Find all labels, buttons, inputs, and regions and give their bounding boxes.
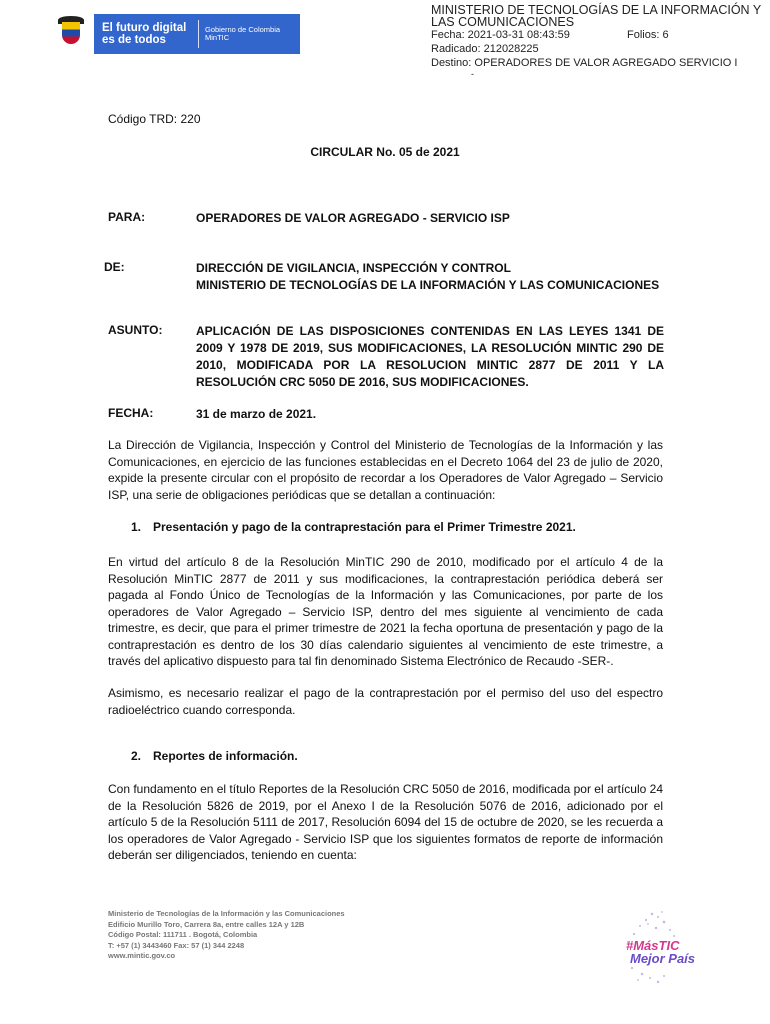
de-value-line2: MINISTERIO DE TECNOLOGÍAS DE LA INFORMACIÓN Y LAS COMUNICACIONES — [196, 278, 660, 292]
de-label: DE: — [104, 260, 125, 274]
mejor-pais-text: Mejor País — [630, 951, 696, 966]
section-1-heading — [131, 520, 576, 534]
intro-paragraph: La Dirección de Vigilancia, Inspección y Control del Ministerio de Tecnologías de la Información y las Comunicaciones, en ejercicio de las funciones establecidas en el Decreto 1064 del 23 de julio de 2020, expide la presente circular con el propósito de recordar a los Operadores de Valor Agregado – Servicio ISP, una serie de obligaciones periódicas que se detallan a continuación: — [108, 438, 663, 502]
circular-title: CIRCULAR No. 05 de 2021 — [310, 145, 460, 159]
footer-building: Edificio Murillo Toro, Carrera 8a, entre calles 12A y 12B — [108, 919, 305, 929]
fecha-label: FECHA: — [108, 406, 154, 420]
fecha-value: 31 de marzo de 2021. — [196, 407, 317, 421]
para-label: PARA: — [108, 210, 146, 224]
brand-government: Gobierno de Colombia MinTIC — [205, 24, 281, 42]
section-1-paragraph-1: En virtud del artículo 8 de la Resolución MinTIC 290 de 2010, modificado por el artículo 4 de la Resolución MinTIC 2877 de 2011 y sus modificaciones, la contraprestación periódica deberá ser pagada al Fondo Único de Tecnologías de la Información y las Comunicaciones, por parte de los operadores de Valor Agregado – Servicio ISP, dentro del mes siguiente al vencimiento de cada trimestre, es decir, que para el primer trimestre de 2021 la fecha oportuna de presentación y pago de la contraprestación es dentro de los 30 días calendario siguientes al vencimiento de este trimestre, a través del aplicativo dispuesto para tal fin denominado Sistema Electrónico de Recaudo -SER-. — [108, 555, 663, 668]
mastic-hashtag: #MásTIC — [626, 938, 680, 953]
stamp-destino: Destino: OPERADORES DE VALOR AGREGADO SERVICIO I — [431, 57, 738, 69]
section-1-paragraph-2: Asimismo, es necesario realizar el pago de la contraprestación por el permiso del uso del espectro radioeléctrico cuando corresponda. — [108, 686, 663, 717]
stamp-radicado: Radicado: 212028225 — [431, 43, 539, 55]
brand-divider — [198, 20, 199, 48]
asunto-label: ASUNTO: — [108, 323, 163, 337]
footer-ministry: Ministerio de Tecnologías de la Información y las Comunicaciones — [108, 909, 345, 918]
de-value — [196, 260, 664, 294]
colombia-crest-icon — [54, 14, 88, 54]
footer-phone: T: +57 (1) 3443460 Fax: 57 (1) 344 2248 — [108, 940, 245, 950]
footer-website: www.mintic.gov.co — [108, 951, 176, 960]
de-value-line1: DIRECCIÓN DE VIGILANCIA, INSPECCIÓN Y CONTROL — [196, 261, 511, 275]
footer-postal: Código Postal: 111711 . Bogotá, Colombia — [108, 930, 258, 939]
trd-code: Código TRD: 220 — [108, 112, 201, 126]
asunto-value: APLICACIÓN DE LAS DISPOSICIONES CONTENIDAS EN LAS LEYES 1341 DE 2009 Y 1978 DE 2019, SUS MODIFICACIONES, LA RESOLUCIÓN MINTIC 290 DE 2010, MODIFICADA POR LA RESOLUCION MINTIC 2877 DE 2011 Y LA RESOLUCIÓN CRC 5050 DE 2016, SUS MODIFICACIONES. — [196, 324, 664, 389]
para-value: OPERADORES DE VALOR AGREGADO - SERVICIO ISP — [196, 211, 510, 225]
brand-slogan: El futuro digital es de todos — [102, 22, 187, 46]
stamp-title: MINISTERIO DE TECNOLOGÍAS DE LA INFORMACIÓN Y LAS COMUNICACIONES — [431, 3, 761, 29]
footer-address — [108, 909, 345, 962]
section-2-heading — [131, 749, 298, 763]
stamp-date-row — [431, 28, 770, 42]
filing-stamp — [431, 4, 770, 78]
section-2-title: Reportes de información. — [153, 749, 298, 763]
section-1-title: Presentación y pago de la contraprestación para el Primer Trimestre 2021. — [153, 520, 576, 534]
stamp-date: Fecha: 2021-03-31 08:43:59 — [431, 29, 570, 41]
section-2-paragraph-1: Con fundamento en el título Reportes de la Resolución CRC 5050 de 2016, modificada por el artículo 24 de la Resolución 5826 de 2019, por el Anexo I de la Resolución 5076 de 2016, adicionado por el artículo 5 de la Resolución 5111 de 2017, Resolución 6094 del 15 de octubre de 2020, se les recuerda a los operadores de Valor Agregado - Servicio ISP que los siguientes formatos de reporte de información deberán ser diligenciados, teniendo en cuenta: — [108, 782, 664, 862]
section-1-number: 1. — [131, 520, 142, 534]
mastic-logo — [612, 908, 712, 988]
section-2-number: 2. — [131, 749, 142, 763]
brand-banner — [94, 14, 300, 54]
mintic-logo — [54, 14, 300, 54]
stamp-dash: - — [471, 69, 474, 79]
stamp-folios: Folios: 6 — [627, 29, 669, 41]
